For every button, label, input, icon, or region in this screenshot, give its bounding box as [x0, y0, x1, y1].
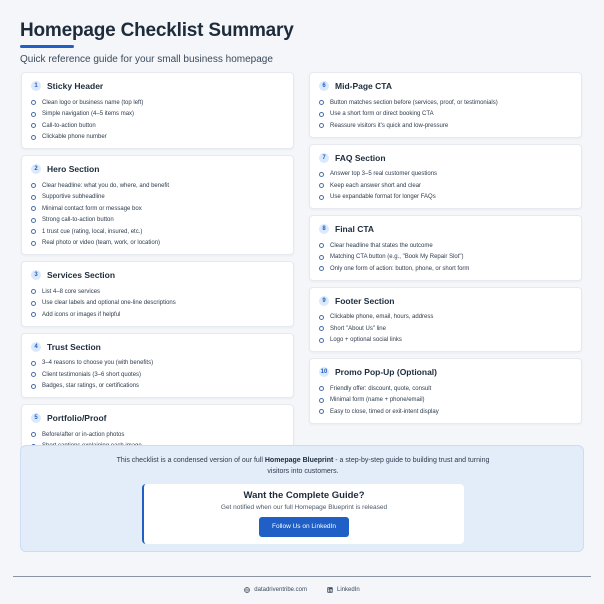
checklist-item-text: Keep each answer short and clear	[330, 182, 422, 189]
checklist-item-text: Use a short form or direct booking CTA	[330, 111, 434, 118]
circle-bullet-icon	[319, 100, 324, 105]
circle-bullet-icon	[319, 398, 324, 403]
section-number-badge: 3	[31, 270, 41, 280]
checklist-item-text: Reassure visitors it's quick and low-pressure	[330, 122, 449, 129]
section-number-badge: 6	[319, 81, 329, 91]
checklist-item-text: Button matches section before (services, proof, or testimonials)	[330, 99, 498, 106]
checklist-item-text: Clean logo or business name (top left)	[42, 99, 144, 106]
checklist-item-text: Simple navigation (4–5 items max)	[42, 111, 135, 118]
checklist-section-card	[309, 358, 582, 424]
checklist-item	[319, 335, 573, 347]
title-underline	[20, 45, 74, 48]
footer-linkedin-link[interactable]	[327, 587, 360, 593]
circle-bullet-icon	[31, 183, 36, 188]
checklist-item-text: Add icons or images if helpful	[42, 311, 121, 318]
checklist-item	[31, 358, 285, 370]
checklist-section-card	[309, 144, 582, 210]
checklist-section-card	[21, 333, 294, 399]
circle-bullet-icon	[31, 206, 36, 211]
section-number-badge: 2	[31, 164, 41, 174]
checklist-item	[31, 298, 285, 310]
checklist-item-text: Badges, star ratings, or certifications	[42, 383, 140, 390]
checklist-section-card	[21, 155, 294, 255]
section-number-badge: 4	[31, 342, 41, 352]
circle-bullet-icon	[319, 315, 324, 320]
footer	[0, 587, 604, 593]
circle-bullet-icon	[31, 372, 36, 377]
left-column	[21, 72, 294, 476]
footer-website-link[interactable]	[244, 587, 307, 593]
promo-text-before: This checklist is a condensed version of our full	[116, 457, 265, 464]
checklist-item-text: Clickable phone number	[42, 134, 107, 141]
checklist-item-text: List 4–8 core services	[42, 288, 101, 295]
section-title: Hero Section	[47, 164, 100, 174]
circle-bullet-icon	[31, 218, 36, 223]
checklist-item-text: Call-to-action button	[42, 122, 96, 129]
checklist-section-card	[309, 215, 582, 281]
checklist-item	[31, 238, 285, 250]
footer-divider	[13, 576, 591, 577]
section-header	[319, 294, 573, 308]
section-title: Portfolio/Proof	[47, 413, 107, 423]
circle-bullet-icon	[319, 255, 324, 260]
checklist-section-card	[309, 287, 582, 353]
circle-bullet-icon	[319, 386, 324, 391]
circle-bullet-icon	[31, 241, 36, 246]
promo-text-after: - a step-by-step guide to building trust and turning visitors into customers.	[267, 457, 490, 475]
circle-bullet-icon	[319, 183, 324, 188]
checklist-item	[319, 109, 573, 121]
circle-bullet-icon	[31, 195, 36, 200]
circle-bullet-icon	[31, 289, 36, 294]
section-title: Sticky Header	[47, 81, 104, 91]
checklist-section-card	[21, 261, 294, 327]
circle-bullet-icon	[319, 266, 324, 271]
circle-bullet-icon	[319, 172, 324, 177]
checklist-item-text: Easy to close, timed or exit-intent display	[330, 408, 439, 415]
checklist-item	[319, 169, 573, 181]
checklist-item	[319, 97, 573, 109]
section-number-badge: 8	[319, 224, 329, 234]
section-number-badge: 7	[319, 153, 329, 163]
circle-bullet-icon	[31, 384, 36, 389]
section-header	[319, 365, 573, 379]
checklist-item-text: Supportive subheadline	[42, 194, 105, 201]
checklist-item	[31, 109, 285, 121]
page-title: Homepage Checklist Summary	[20, 20, 294, 41]
checklist-item-text: Answer top 3–5 real customer questions	[330, 171, 438, 178]
checklist-item-text: Before/after or in-action photos	[42, 431, 125, 438]
follow-linkedin-button[interactable]: Follow Us on LinkedIn	[259, 517, 349, 537]
checklist-item	[319, 192, 573, 204]
guide-title: Want the Complete Guide?	[243, 490, 365, 501]
section-number-badge: 1	[31, 81, 41, 91]
checklist-item-text: Real photo or video (team, work, or location)	[42, 240, 161, 247]
circle-bullet-icon	[319, 112, 324, 117]
section-title: Trust Section	[47, 341, 101, 352]
section-number-badge: 10	[320, 369, 328, 375]
section-title: Final CTA	[335, 224, 375, 234]
right-column	[309, 72, 582, 430]
circle-bullet-icon	[31, 229, 36, 234]
checklist-item	[319, 395, 573, 407]
circle-bullet-icon	[31, 135, 36, 140]
guide-card	[142, 484, 464, 544]
checklist-section-card	[309, 72, 582, 138]
circle-bullet-icon	[31, 123, 36, 128]
section-header	[31, 268, 285, 282]
footer-social: LinkedIn	[337, 587, 360, 593]
checklist-item	[319, 312, 573, 324]
section-title: Promo Pop-Up (Optional)	[335, 367, 437, 377]
section-header	[319, 222, 573, 236]
section-header	[31, 340, 285, 354]
promo-banner	[20, 445, 584, 552]
checklist-item	[31, 120, 285, 132]
checklist-item-text: 3–4 reasons to choose you (with benefits)	[42, 360, 154, 367]
checklist-item-text: Clear headline: what you do, where, and benefit	[42, 182, 170, 189]
checklist-item-text: Use expandable format for longer FAQs	[330, 194, 436, 201]
section-header	[319, 151, 573, 165]
checklist-item-text: Minimal form (name + phone/email)	[330, 397, 425, 404]
section-title: Services Section	[47, 270, 116, 280]
promo-text-bold: Homepage Blueprint	[264, 457, 334, 464]
page-subtitle: Quick reference guide for your small business homepage	[20, 54, 273, 65]
circle-bullet-icon	[319, 243, 324, 248]
globe-icon	[244, 587, 250, 593]
checklist-item	[31, 180, 285, 192]
circle-bullet-icon	[319, 123, 324, 128]
checklist-item	[319, 406, 573, 418]
section-title: Mid-Page CTA	[335, 81, 392, 91]
checklist-item-text: Clear headline that states the outcome	[330, 242, 433, 249]
section-number-badge: 5	[31, 413, 41, 423]
circle-bullet-icon	[31, 361, 36, 366]
guide-subtitle: Get notified when our full Homepage Blueprint is released	[220, 504, 388, 511]
checklist-item	[31, 226, 285, 238]
checklist-item	[31, 132, 285, 144]
checklist-item	[31, 215, 285, 227]
checklist-item-text: Logo + optional social links	[330, 337, 402, 344]
checklist-item	[319, 120, 573, 132]
checklist-item	[31, 381, 285, 393]
checklist-item	[31, 203, 285, 215]
footer-website: datadriventribe.com	[254, 587, 307, 593]
checklist-item-text: Minimal contact form or message box	[42, 205, 142, 212]
checklist-item	[319, 263, 573, 275]
checklist-item-text: Strong call-to-action button	[42, 217, 114, 224]
checklist-item	[31, 429, 285, 441]
checklist-item	[319, 383, 573, 395]
circle-bullet-icon	[319, 409, 324, 414]
checklist-item-text: Only one form of action: button, phone, or short form	[330, 265, 470, 272]
checklist-section-card	[21, 72, 294, 149]
circle-bullet-icon	[31, 112, 36, 117]
section-header	[31, 79, 285, 93]
checklist-item	[31, 309, 285, 321]
checklist-item	[31, 192, 285, 204]
circle-bullet-icon	[319, 326, 324, 331]
checklist-item	[319, 252, 573, 264]
checklist-item	[319, 180, 573, 192]
circle-bullet-icon	[31, 301, 36, 306]
checklist-item-text: Client testimonials (3–6 short quotes)	[42, 371, 142, 378]
checklist-item-text: 1 trust cue (rating, local, insured, etc.)	[42, 228, 143, 235]
checklist-item-text: Use clear labels and optional one-line descriptions	[42, 300, 176, 307]
checklist-item	[31, 286, 285, 298]
section-title: FAQ Section	[335, 152, 386, 163]
promo-text	[111, 455, 495, 477]
checklist-item	[31, 97, 285, 109]
circle-bullet-icon	[31, 312, 36, 317]
circle-bullet-icon	[319, 195, 324, 200]
checklist-item	[319, 240, 573, 252]
section-header	[31, 162, 285, 176]
checklist-item-text: Matching CTA button (e.g., "Book My Repair Slot")	[330, 254, 464, 261]
circle-bullet-icon	[31, 432, 36, 437]
section-header	[31, 411, 285, 425]
checklist-item	[31, 369, 285, 381]
circle-bullet-icon	[319, 338, 324, 343]
checklist-item-text: Friendly offer: discount, quote, consult	[330, 385, 432, 392]
linkedin-icon	[327, 587, 333, 593]
checklist-item	[319, 323, 573, 335]
section-title: Footer Section	[335, 295, 395, 306]
section-number-badge: 9	[319, 296, 329, 306]
section-header	[319, 79, 573, 93]
circle-bullet-icon	[31, 100, 36, 105]
checklist-item-text: Short "About Us" line	[330, 325, 386, 332]
checklist-item-text: Clickable phone, email, hours, address	[330, 314, 434, 321]
